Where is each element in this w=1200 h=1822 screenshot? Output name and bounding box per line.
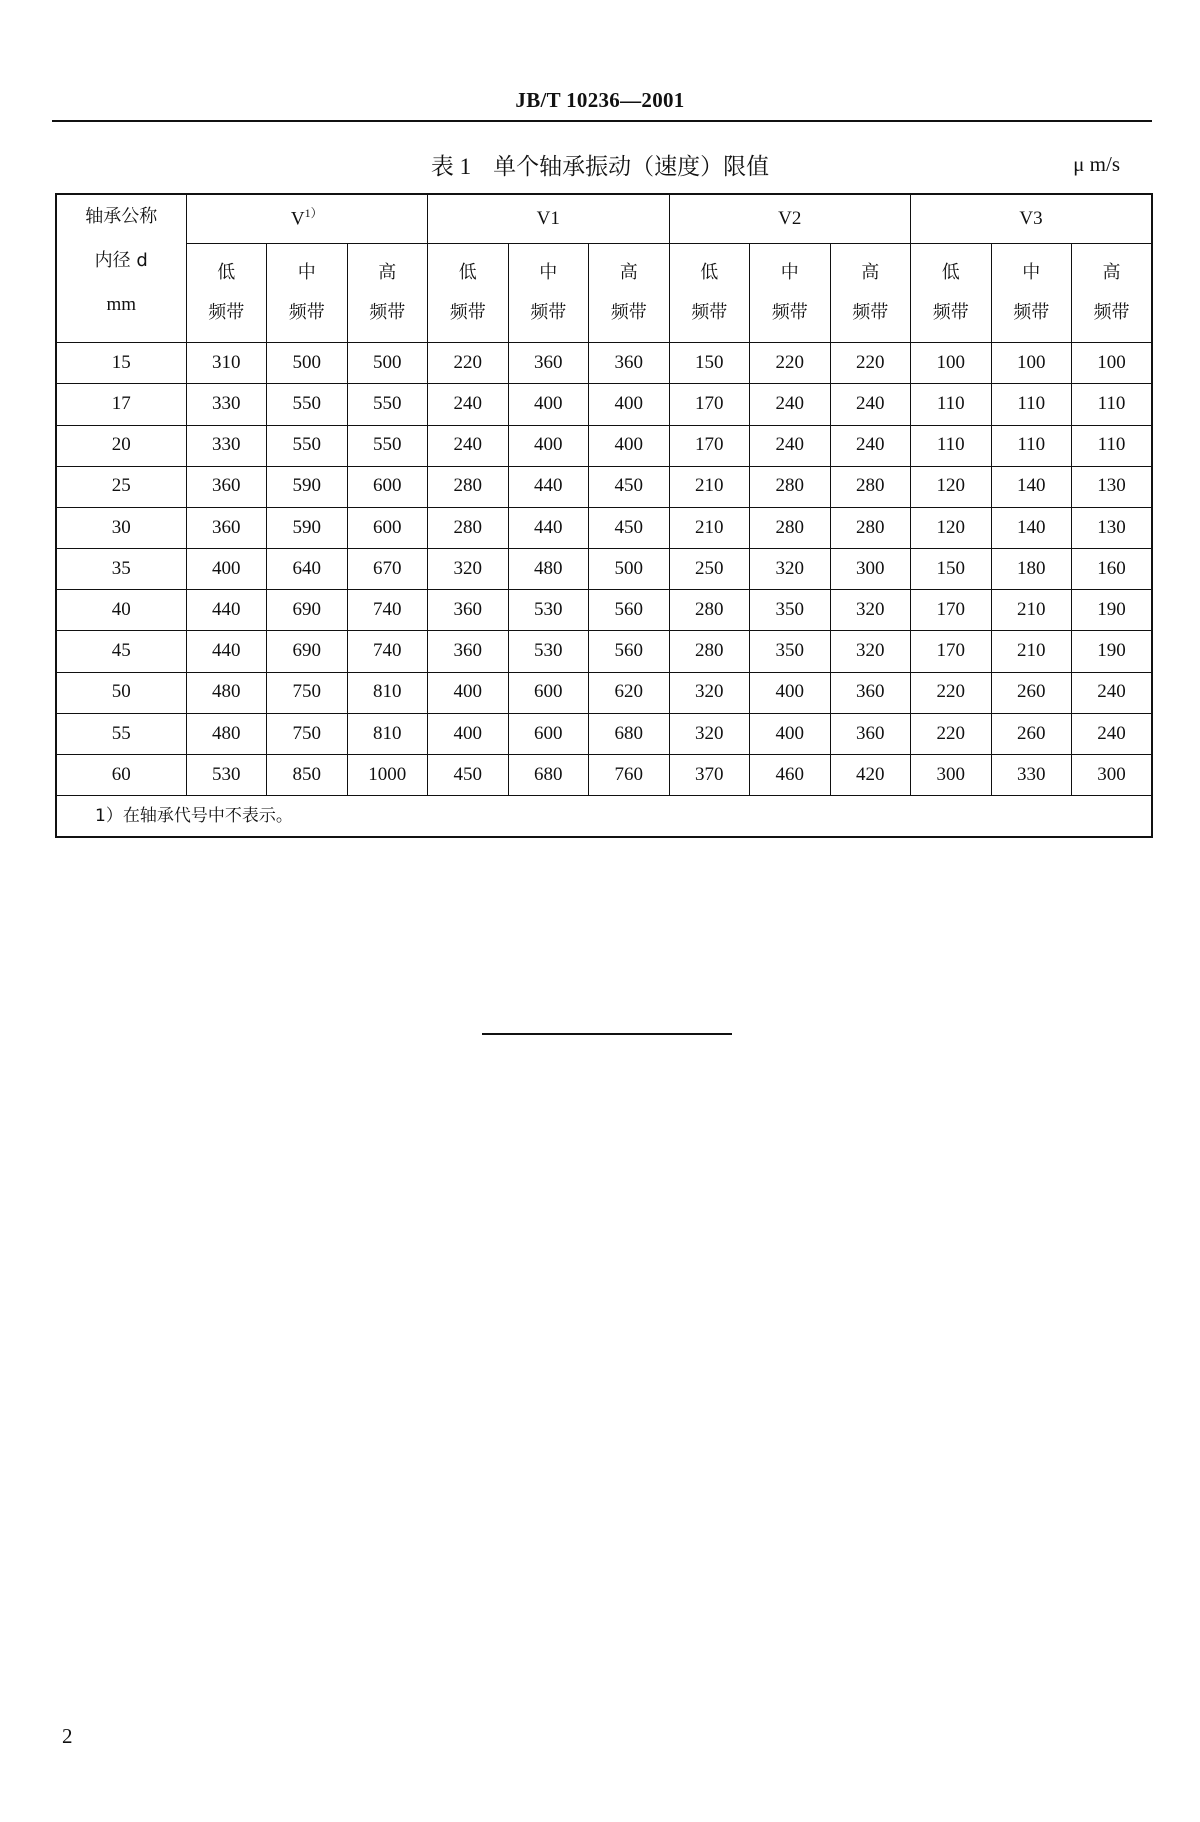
limit-value-cell: 180: [991, 549, 1072, 590]
limit-value-cell: 280: [750, 507, 831, 548]
bore-diameter-cell: 15: [56, 343, 186, 384]
limit-value-cell: 360: [186, 507, 267, 548]
limit-value-cell: 440: [186, 631, 267, 672]
limit-value-cell: 550: [267, 425, 348, 466]
table-row: [56, 755, 1152, 796]
table-row: [56, 466, 1152, 507]
band-header-row: [56, 244, 1152, 343]
limit-value-cell: 140: [991, 507, 1072, 548]
limit-value-cell: 220: [911, 713, 992, 754]
limit-value-cell: 320: [830, 590, 911, 631]
limit-value-cell: 250: [669, 549, 750, 590]
band-header-bottom: 频带: [1093, 302, 1130, 324]
limit-value-cell: 210: [669, 466, 750, 507]
limit-value-cell: 350: [750, 590, 831, 631]
band-header-top: 中: [297, 262, 316, 284]
limit-value-cell: 330: [186, 425, 267, 466]
band-header-top: 低: [941, 262, 960, 284]
band-header-bottom: 频带: [932, 302, 969, 324]
band-header-bottom: 频带: [610, 302, 647, 324]
limit-value-cell: 280: [830, 466, 911, 507]
page-number: 2: [62, 1724, 73, 1748]
limit-value-cell: 810: [347, 713, 428, 754]
band-header-cell: [508, 244, 589, 343]
limit-value-cell: 370: [669, 755, 750, 796]
table-row: [56, 343, 1152, 384]
bore-diameter-cell: 55: [56, 713, 186, 754]
limit-value-cell: 400: [750, 672, 831, 713]
limit-value-cell: 150: [911, 549, 992, 590]
limit-value-cell: 280: [830, 507, 911, 548]
limit-value-cell: 590: [267, 466, 348, 507]
band-header-top: 高: [619, 262, 638, 284]
limit-value-cell: 240: [750, 384, 831, 425]
band-header-bottom: 频带: [208, 302, 245, 324]
bore-diameter-cell: 25: [56, 466, 186, 507]
limit-value-cell: 210: [991, 631, 1072, 672]
limit-value-cell: 740: [347, 631, 428, 672]
limit-value-cell: 120: [911, 466, 992, 507]
band-header-top: 高: [1102, 262, 1121, 284]
limit-value-cell: 480: [186, 672, 267, 713]
limit-value-cell: 400: [750, 713, 831, 754]
limit-value-cell: 560: [589, 590, 670, 631]
limit-value-cell: 400: [186, 549, 267, 590]
limit-value-cell: 740: [347, 590, 428, 631]
limit-value-cell: 320: [428, 549, 509, 590]
limit-value-cell: 640: [267, 549, 348, 590]
table-title-text: 单个轴承振动（速度）限值: [493, 154, 770, 180]
band-header-cell: [911, 244, 992, 343]
band-header-top: 高: [861, 262, 880, 284]
bore-diameter-cell: 60: [56, 755, 186, 796]
limit-value-cell: 220: [830, 343, 911, 384]
limit-value-cell: 310: [186, 343, 267, 384]
group-header-v2: V2: [669, 194, 911, 244]
limit-value-cell: 690: [267, 631, 348, 672]
band-header-top: 高: [378, 262, 397, 284]
limit-value-cell: 600: [347, 507, 428, 548]
limit-value-cell: 120: [911, 507, 992, 548]
limit-value-cell: 210: [669, 507, 750, 548]
band-header-top: 中: [780, 262, 799, 284]
limit-value-cell: 140: [991, 466, 1072, 507]
group-header-v3: V3: [911, 194, 1153, 244]
band-header-cell: [830, 244, 911, 343]
first-col-header-line: 内径 d: [94, 250, 148, 271]
limit-value-cell: 360: [830, 672, 911, 713]
bore-diameter-cell: 40: [56, 590, 186, 631]
first-col-header-line: 轴承公称: [85, 206, 158, 227]
limit-value-cell: 240: [830, 425, 911, 466]
limit-value-cell: 100: [1072, 343, 1153, 384]
bore-diameter-cell: 35: [56, 549, 186, 590]
limit-value-cell: 300: [830, 549, 911, 590]
limit-value-cell: 110: [911, 384, 992, 425]
end-rule: [482, 1033, 732, 1035]
limit-value-cell: 170: [911, 590, 992, 631]
table-row: [56, 672, 1152, 713]
limit-value-cell: 560: [589, 631, 670, 672]
table-number: 表 1: [430, 154, 472, 179]
limit-value-cell: 320: [830, 631, 911, 672]
limit-value-cell: 170: [669, 384, 750, 425]
limit-value-cell: 110: [1072, 384, 1153, 425]
band-header-top: 中: [539, 262, 558, 284]
band-header-bottom: 频带: [691, 302, 728, 324]
limit-value-cell: 750: [267, 713, 348, 754]
limit-value-cell: 600: [347, 466, 428, 507]
limit-value-cell: 350: [750, 631, 831, 672]
table-unit: μ m/s: [1073, 152, 1120, 176]
band-header-bottom: 频带: [1013, 302, 1050, 324]
limit-value-cell: 240: [1072, 713, 1153, 754]
limit-value-cell: 260: [991, 713, 1072, 754]
first-col-header-line: mm: [106, 294, 137, 315]
table-title: [0, 148, 1200, 181]
limit-value-cell: 280: [669, 590, 750, 631]
limit-value-cell: 320: [750, 549, 831, 590]
band-header-cell: [669, 244, 750, 343]
limit-value-cell: 240: [830, 384, 911, 425]
limit-value-cell: 110: [991, 384, 1072, 425]
limit-value-cell: 100: [991, 343, 1072, 384]
limit-value-cell: 210: [991, 590, 1072, 631]
limit-value-cell: 530: [186, 755, 267, 796]
limit-value-cell: 450: [589, 507, 670, 548]
limit-value-cell: 300: [911, 755, 992, 796]
limit-value-cell: 500: [589, 549, 670, 590]
limit-value-cell: 360: [830, 713, 911, 754]
limit-value-cell: 450: [589, 466, 670, 507]
limit-value-cell: 280: [669, 631, 750, 672]
band-header-top: 低: [217, 262, 236, 284]
limit-value-cell: 240: [1072, 672, 1153, 713]
table-row: [56, 549, 1152, 590]
limit-value-cell: 500: [347, 343, 428, 384]
limit-value-cell: 240: [428, 384, 509, 425]
limit-value-cell: 670: [347, 549, 428, 590]
band-header-cell: [991, 244, 1072, 343]
bore-diameter-cell: 30: [56, 507, 186, 548]
band-header-cell: [750, 244, 831, 343]
limit-value-cell: 220: [911, 672, 992, 713]
limit-value-cell: 460: [750, 755, 831, 796]
limit-value-cell: 400: [508, 425, 589, 466]
band-header-cell: [428, 244, 509, 343]
limit-value-cell: 530: [508, 590, 589, 631]
limit-value-cell: 400: [508, 384, 589, 425]
limit-value-cell: 130: [1072, 466, 1153, 507]
band-header-cell: [186, 244, 267, 343]
limit-value-cell: 280: [750, 466, 831, 507]
limit-value-cell: 360: [508, 343, 589, 384]
group-header-v: $V^{1)}$: [186, 194, 428, 244]
limit-value-cell: 620: [589, 672, 670, 713]
limit-value-cell: 100: [911, 343, 992, 384]
limit-value-cell: 360: [589, 343, 670, 384]
band-header-cell: [589, 244, 670, 343]
table-footnote: 1）在轴承代号中不表示。: [56, 796, 1152, 837]
limit-value-cell: 400: [589, 425, 670, 466]
limit-value-cell: 170: [669, 425, 750, 466]
limit-value-cell: 690: [267, 590, 348, 631]
limit-value-cell: 810: [347, 672, 428, 713]
band-header-cell: [1072, 244, 1153, 343]
limit-value-cell: 130: [1072, 507, 1153, 548]
limit-value-cell: 150: [669, 343, 750, 384]
limit-value-cell: 330: [991, 755, 1072, 796]
table-row: [56, 425, 1152, 466]
table-row: [56, 631, 1152, 672]
limit-value-cell: 1000: [347, 755, 428, 796]
band-header-cell: [347, 244, 428, 343]
vibration-limit-table: [55, 193, 1153, 838]
footnote-row: [56, 796, 1152, 837]
limit-value-cell: 440: [508, 507, 589, 548]
limit-value-cell: 600: [508, 672, 589, 713]
limit-value-cell: 440: [508, 466, 589, 507]
limit-value-cell: 400: [589, 384, 670, 425]
band-header-top: 中: [1022, 262, 1041, 284]
limit-value-cell: 280: [428, 466, 509, 507]
bore-diameter-cell: 17: [56, 384, 186, 425]
limit-value-cell: 500: [267, 343, 348, 384]
limit-value-cell: 480: [186, 713, 267, 754]
header-rule: [52, 120, 1152, 122]
limit-value-cell: 320: [669, 672, 750, 713]
limit-value-cell: 220: [428, 343, 509, 384]
limit-value-cell: 530: [508, 631, 589, 672]
band-header-bottom: 频带: [288, 302, 325, 324]
limit-value-cell: 320: [669, 713, 750, 754]
limit-value-cell: 550: [347, 425, 428, 466]
band-header-bottom: 频带: [369, 302, 406, 324]
limit-value-cell: 170: [911, 631, 992, 672]
limit-value-cell: 850: [267, 755, 348, 796]
band-header-bottom: 频带: [530, 302, 567, 324]
band-header-top: 低: [458, 262, 477, 284]
limit-value-cell: 550: [347, 384, 428, 425]
limit-value-cell: 240: [428, 425, 509, 466]
limit-value-cell: 680: [589, 713, 670, 754]
limit-value-cell: 480: [508, 549, 589, 590]
table-row: [56, 507, 1152, 548]
limit-value-cell: 160: [1072, 549, 1153, 590]
bore-diameter-cell: 45: [56, 631, 186, 672]
table-row: [56, 590, 1152, 631]
limit-value-cell: 190: [1072, 631, 1153, 672]
limit-value-cell: 330: [186, 384, 267, 425]
limit-value-cell: 750: [267, 672, 348, 713]
limit-value-cell: 440: [186, 590, 267, 631]
group-header-v1: V1: [428, 194, 670, 244]
band-header-top: 低: [700, 262, 719, 284]
band-header-cell: [267, 244, 348, 343]
bore-diameter-cell: 20: [56, 425, 186, 466]
first-col-header: [56, 194, 186, 343]
limit-value-cell: 400: [428, 672, 509, 713]
limit-value-cell: 590: [267, 507, 348, 548]
limit-value-cell: 190: [1072, 590, 1153, 631]
table-row: [56, 713, 1152, 754]
bore-diameter-cell: 50: [56, 672, 186, 713]
limit-value-cell: 280: [428, 507, 509, 548]
limit-value-cell: 220: [750, 343, 831, 384]
limit-value-cell: 680: [508, 755, 589, 796]
limit-value-cell: 110: [991, 425, 1072, 466]
limit-value-cell: 600: [508, 713, 589, 754]
limit-value-cell: 300: [1072, 755, 1153, 796]
limit-value-cell: 240: [750, 425, 831, 466]
group-header-row: [56, 194, 1152, 244]
table-row: [56, 384, 1152, 425]
limit-value-cell: 360: [186, 466, 267, 507]
standard-number: JB/T 10236—2001: [515, 88, 685, 112]
limit-value-cell: 550: [267, 384, 348, 425]
limit-value-cell: 420: [830, 755, 911, 796]
band-header-bottom: 频带: [771, 302, 808, 324]
limit-value-cell: 400: [428, 713, 509, 754]
limit-value-cell: 360: [428, 590, 509, 631]
band-header-bottom: 频带: [852, 302, 889, 324]
limit-value-cell: 110: [1072, 425, 1153, 466]
limit-value-cell: 360: [428, 631, 509, 672]
limit-value-cell: 450: [428, 755, 509, 796]
limit-value-cell: 760: [589, 755, 670, 796]
limit-value-cell: 110: [911, 425, 992, 466]
limit-value-cell: 260: [991, 672, 1072, 713]
band-header-bottom: 频带: [449, 302, 486, 324]
